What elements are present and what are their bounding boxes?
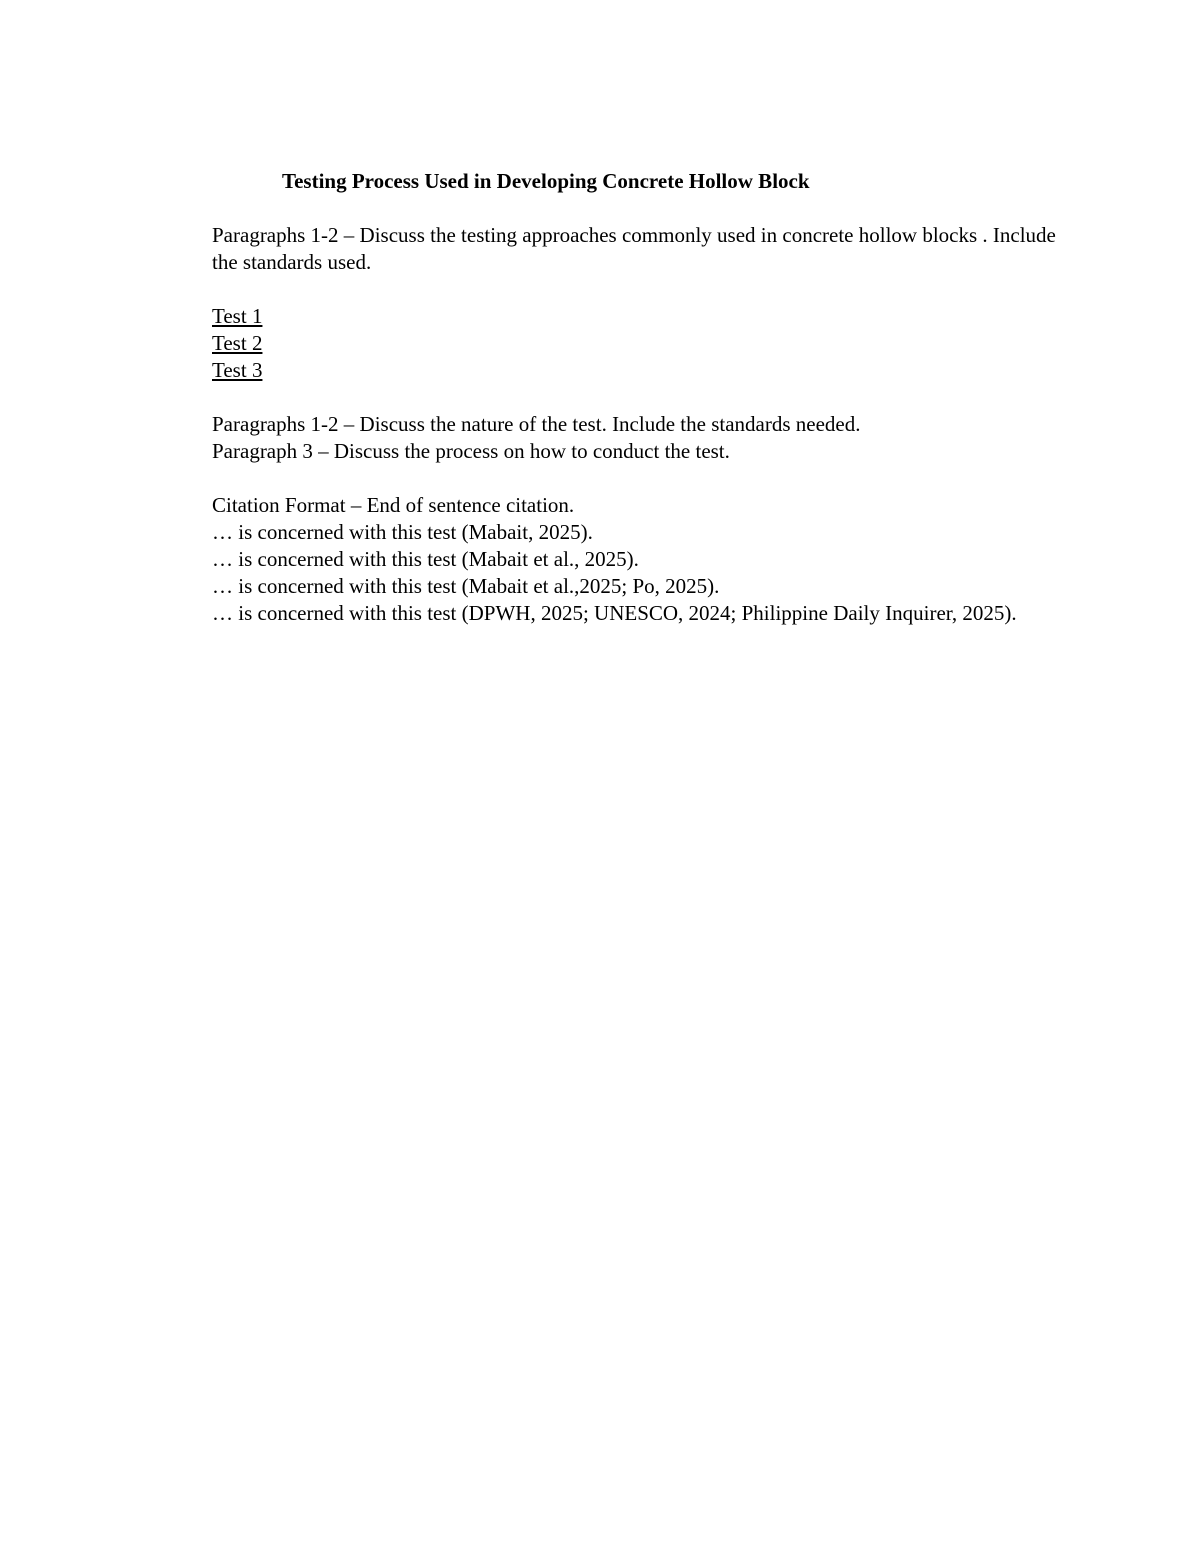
spacer: [212, 384, 1062, 411]
citation-format-section: [212, 492, 1062, 627]
citation-example: … is concerned with this test (DPWH, 2025; UNESCO, 2024; Philippine Daily Inquirer, 2025).: [212, 601, 1017, 625]
test-heading: Test 2: [212, 331, 263, 355]
citation-example: … is concerned with this test (Mabait et al.,2025; Po, 2025).: [212, 574, 720, 598]
citation-example: … is concerned with this test (Mabait, 2025).: [212, 520, 593, 544]
document-body: [212, 168, 1062, 627]
spacer: [212, 465, 1062, 492]
citation-heading: Citation Format – End of sentence citation.: [212, 493, 575, 517]
test-heading: Test 1: [212, 304, 263, 328]
citation-example: … is concerned with this test (Mabait et al., 2025).: [212, 547, 639, 571]
test-heading: Test 3: [212, 358, 263, 382]
instruction-line: Paragraph 3 – Discuss the process on how to conduct the test.: [212, 439, 730, 463]
intro-paragraph: Paragraphs 1-2 – Discuss the testing approaches commonly used in concrete hollow blocks . Include the standards used.: [212, 223, 1056, 274]
test-list: [212, 303, 1062, 384]
spacer: [212, 276, 1062, 303]
instruction-line: Paragraphs 1-2 – Discuss the nature of the test. Include the standards needed.: [212, 412, 861, 436]
document-title: Testing Process Used in Developing Concrete Hollow Block: [282, 169, 810, 193]
test-instructions: [212, 411, 1062, 465]
